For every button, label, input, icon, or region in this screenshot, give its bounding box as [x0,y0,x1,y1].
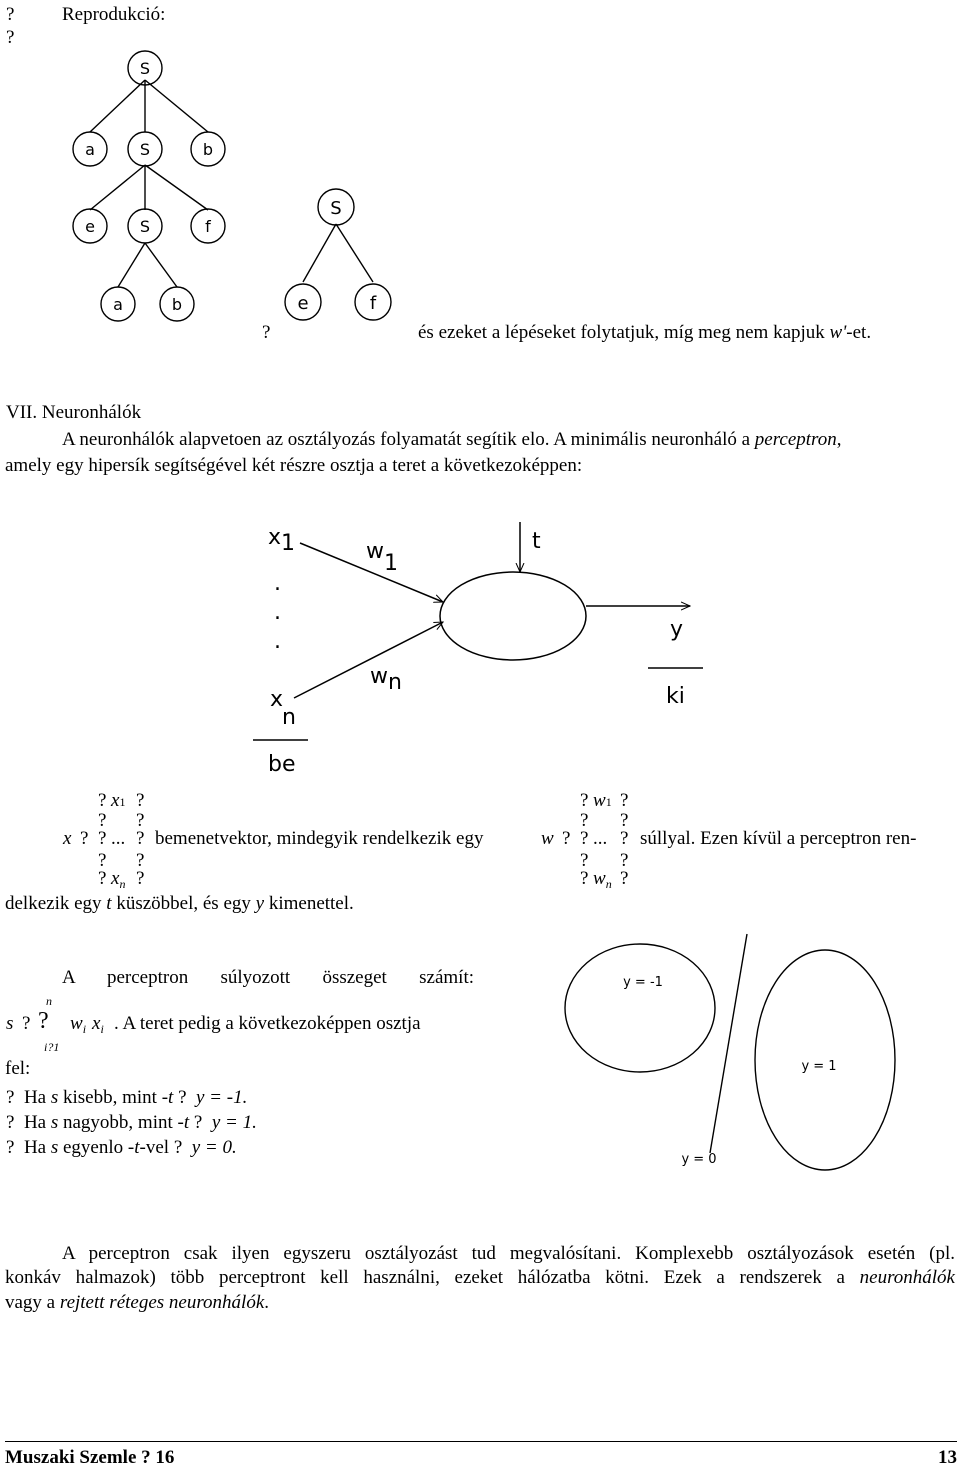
rule-1: ? Ha s kisebb, mint -t ? y = -1. [6,1087,248,1108]
footer-title: Muszaki Szemle ? 16 [5,1447,175,1468]
tree-node: b [171,295,183,314]
bullet: ? [6,27,15,48]
ellipsis-dot: . [274,629,281,654]
x1-var: x1 [111,790,126,811]
grammar-tree-left [60,45,240,345]
perceptron-diagram [248,518,710,783]
sullyal-text: súllyal. Ezen kívül a perceptron ren- [640,828,917,849]
bullet: ? [6,4,15,25]
rule-2: ? Ha s nagyobb, mint -t ? y = 1. [6,1112,257,1133]
weight-wn-label: wn [370,664,402,695]
tree-node: b [202,140,214,159]
intro-line1: A neuronhálók alapvetoen az osztályozás folyamatát segítik elo. A minimális neuronháló a perceptron, [62,429,842,450]
closing-line3: vagy a rejtett réteges neuronhálók. [5,1292,269,1313]
bullet: ? [262,322,271,343]
xn-var: $x_n$ [111,868,126,891]
fel-text: fel: [5,1058,31,1079]
ellipsis-dot: . [274,571,281,596]
tree-node: f [369,293,377,314]
sum-line1: A perceptron súlyozott összeget számít: [62,967,474,988]
reprodukcio-label: Reprodukció: [62,4,166,25]
classification-diagram [555,928,905,1188]
tree-node: S [139,59,151,78]
tree-node: S [139,217,151,236]
tree-node: e [297,293,309,314]
region-neg-label: y = -1 [623,975,663,990]
closing-line1: A perceptron csak ilyen egyszeru osztályozást tud megvalósítani. Komplexebb osztályozások esetén (pl. [62,1243,955,1264]
x-var: x [63,828,72,849]
output-y-label: y [670,617,684,642]
weight-w1-label: w1 [366,539,398,576]
ellipsis-dot: . [274,600,281,625]
tree-node: f [205,217,211,236]
closing-line2: konkáv halmazok) több perceptront kell használni, ezeket hálózatba kötni. Ezek a rendszerek a neuronhálók [5,1267,955,1288]
xi-var: $x_i$ [92,1013,104,1036]
bemenet-text: bemenetvektor, mindegyik rendelkezik egy [155,828,484,849]
grammar-tree-right [278,182,408,342]
intro-line2: amely egy hipersík segítségével két részre osztja a teret a következoképpen: [5,455,583,476]
sum-lower-index: i?1 [44,1040,60,1054]
sum-line2: . A teret pedig a következoképpen osztja [114,1013,421,1034]
w1-var: w1 [593,790,612,811]
input-xn-label: x n [270,687,296,730]
sum-upper-n: n [46,994,52,1008]
page-number: 13 [938,1447,957,1468]
footer-rule [5,1441,957,1442]
tree-node: a [113,295,123,314]
input-be-label: be [268,752,296,777]
threshold-t-label: t [532,529,541,554]
tree-node: a [85,140,95,159]
output-ki-label: ki [666,684,685,709]
rule-3: ? Ha s egyenlo -t-vel ? y = 0. [6,1137,237,1158]
tree-node: S [139,140,151,159]
region-pos-label: y = 1 [801,1059,837,1074]
section-heading: VII. Neuronhálók [6,402,142,423]
boundary-zero-label: y = 0 [681,1152,717,1167]
step-text: és ezeket a lépéseket folytatjuk, míg meg nem kapjuk w'-et. [418,322,872,343]
input-x1-label: x1 [268,525,296,556]
tree-node: e [85,217,95,236]
vector-line2: delkezik egy t küszöbbel, és egy y kimenettel. [5,893,354,914]
tree-node: S [330,198,342,219]
wn-var: $w_n$ [593,868,612,891]
w-var: w [541,828,554,849]
s-var: s [6,1013,14,1034]
wi-var: $w_i$ [70,1013,87,1036]
sigma-symbol: ? [38,1008,49,1034]
